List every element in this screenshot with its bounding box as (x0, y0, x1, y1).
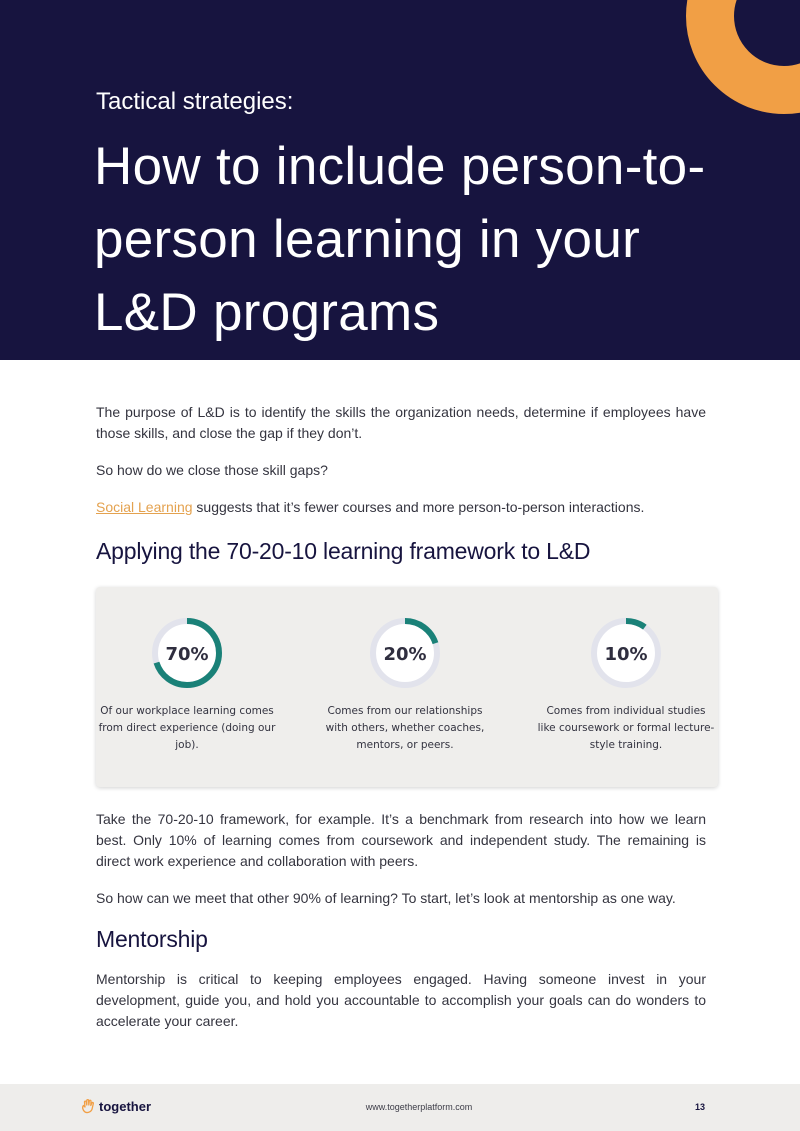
page-title: How to include person-to-person learning in your L&D programs (94, 137, 706, 342)
donut-chart-10 (588, 615, 664, 691)
header-kicker: Tactical strategies: (96, 88, 294, 115)
donut-chart-70 (149, 615, 225, 691)
stat-description: Comes from our relationships with others, whether coaches, mentors, or peers. (325, 705, 485, 751)
mentorship-heading: Mentorship (96, 926, 208, 952)
social-learning-link[interactable]: Social Learning (96, 499, 193, 515)
stat-description: Of our workplace learning comes from direct experience (doing our job). (98, 705, 276, 751)
stat-70 (97, 615, 277, 754)
stat-10 (536, 615, 716, 754)
framework-paragraph-2: So how can we meet that other 90% of learning? To start, let’s look at mentorship as one way. (96, 890, 676, 906)
stat-20 (315, 615, 495, 754)
donut-label: 70% (165, 644, 209, 665)
logo-text: together (99, 1098, 151, 1114)
stats-card (96, 587, 718, 787)
page-footer (0, 1084, 800, 1131)
page-number: 13 (695, 1102, 706, 1112)
framework-paragraph-1: Take the 70-20-10 framework, for example. It’s a benchmark from research into how we learn best. Only 10% of learning comes from coursework and independent study. The remaining is direct work experience and collaboration with peers. (96, 811, 706, 869)
footer-url[interactable]: www.togetherplatform.com (365, 1102, 473, 1112)
intro-paragraph-3 (96, 497, 706, 518)
header-banner (0, 0, 800, 360)
donut-label: 20% (383, 644, 427, 665)
mentorship-paragraph: Mentorship is critical to keeping employees engaged. Having someone invest in your development, guide you, and hold you accountable to accomplish your goals can do wonders to accelerate your career. (96, 971, 706, 1029)
intro-paragraph-3-text: suggests that it’s fewer courses and more person-to-person interactions. (192, 499, 645, 515)
intro-paragraph-2: So how do we close those skill gaps? (96, 462, 328, 478)
donut-chart-20 (367, 615, 443, 691)
stat-description: Comes from individual studies like coursework or formal lecture-style training. (537, 705, 715, 751)
framework-heading: Applying the 70-20-10 learning framework to L&D (96, 538, 591, 564)
intro-paragraph-1: The purpose of L&D is to identify the skills the organization needs, determine if employees have those skills, and close the gap if they don’t. (96, 404, 706, 441)
decorative-ring (686, 0, 800, 114)
donut-label: 10% (604, 644, 648, 665)
